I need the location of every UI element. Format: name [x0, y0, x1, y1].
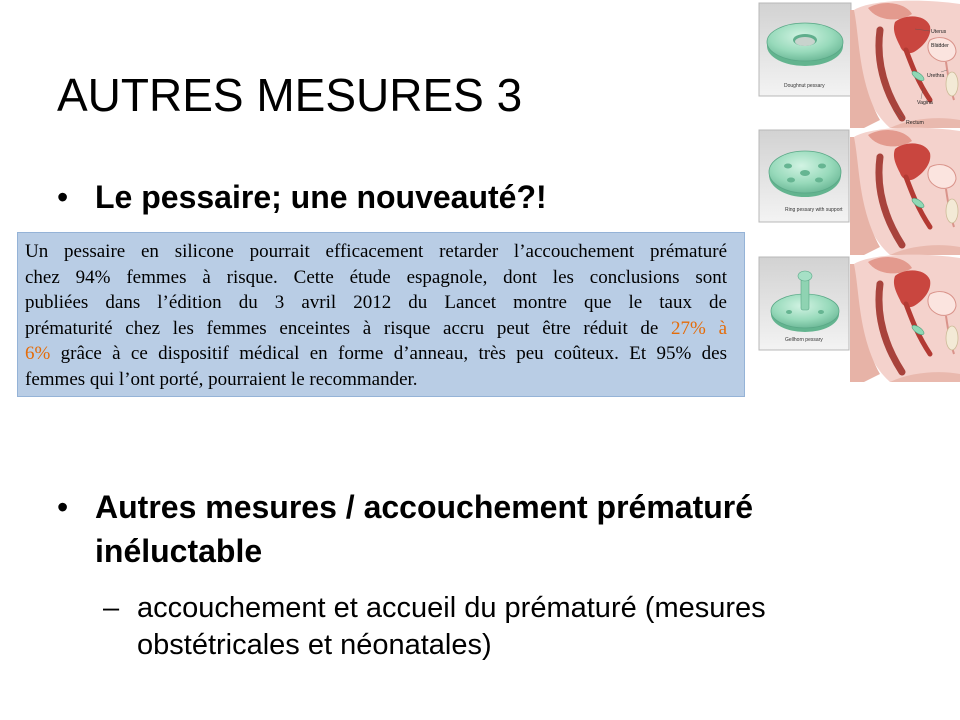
gellhorn-knob [798, 271, 812, 281]
anatomy-label-bladder: Bladder [931, 43, 949, 49]
pelvis-cross-section [850, 255, 960, 382]
callout-line [25, 265, 727, 291]
bullet-text: Le pessaire; une nouveauté?! [95, 179, 547, 215]
callout-highlight: 27% à [671, 317, 727, 339]
callout-text: Un pessaire en silicone pourrait efficacement retarder l’accouchement prématuré [25, 241, 727, 262]
anatomy-label-rectum: Rectum [906, 120, 924, 126]
sub-bullet-marker: – [103, 592, 120, 624]
device-label: Gellhorn pessary [785, 337, 823, 343]
anatomy-label-urethra: Urethra [927, 73, 945, 79]
ring-pessary-hole [800, 170, 810, 176]
anatomy-label-uterus: Uterus [931, 29, 947, 35]
callout-line [25, 290, 727, 316]
panel-gellhorn-pessary [759, 255, 960, 382]
bullet-marker: • [57, 489, 69, 525]
gellhorn-hole [786, 310, 792, 314]
anatomy-label-vagina: Vagina [917, 100, 933, 106]
pelvis-cross-section [850, 128, 960, 255]
callout-line [25, 367, 727, 393]
callout-text: femmes qui l’ont porté, pourraient le recommander. [25, 368, 418, 390]
callout-text: prématurité chez les femmes enceintes à risque accru peut être réduit de [25, 317, 672, 339]
callout-text: grâce à ce dispositif médical en forme d’anneau, très peu coûteux. Et 95% des [50, 343, 727, 365]
callout-box [17, 232, 745, 397]
panel-ring-pessary [759, 128, 960, 255]
ring-pessary-hole [784, 164, 792, 169]
bullet-marker: • [57, 179, 69, 215]
callout-line [25, 316, 727, 342]
ring-pessary-hole [818, 164, 826, 169]
slide-title: AUTRES MESURES 3 [57, 69, 523, 121]
panel-doughnut-pessary [759, 1, 960, 128]
gellhorn-hole [818, 310, 824, 314]
ring-pessary-hole [787, 178, 795, 183]
callout-line [25, 341, 727, 367]
callout-line [25, 239, 727, 265]
ring-pessary-hole [815, 178, 823, 183]
device-label: Doughnut pessary [784, 83, 825, 89]
callout-highlight: 6% [25, 343, 51, 365]
sub-bullet-text: accouchement et accueil du prématuré (mesures obstétricales et néonatales) [137, 592, 766, 661]
device-label: Ring pessary with support [785, 207, 843, 213]
pessary-illustration [755, 0, 960, 385]
pelvis-cross-section [850, 1, 960, 128]
callout-text: chez 94% femmes à risque. Cette étude espagnole, dont les conclusions sont [25, 266, 727, 288]
bullet-text: Autres mesures / accouchement prématuré inéluctable [95, 489, 754, 569]
doughnut-pessary-hole-inner [795, 37, 815, 46]
callout-text: publiées dans l’édition du 3 avril 2012 du Lancet montre que le taux de [25, 292, 727, 314]
